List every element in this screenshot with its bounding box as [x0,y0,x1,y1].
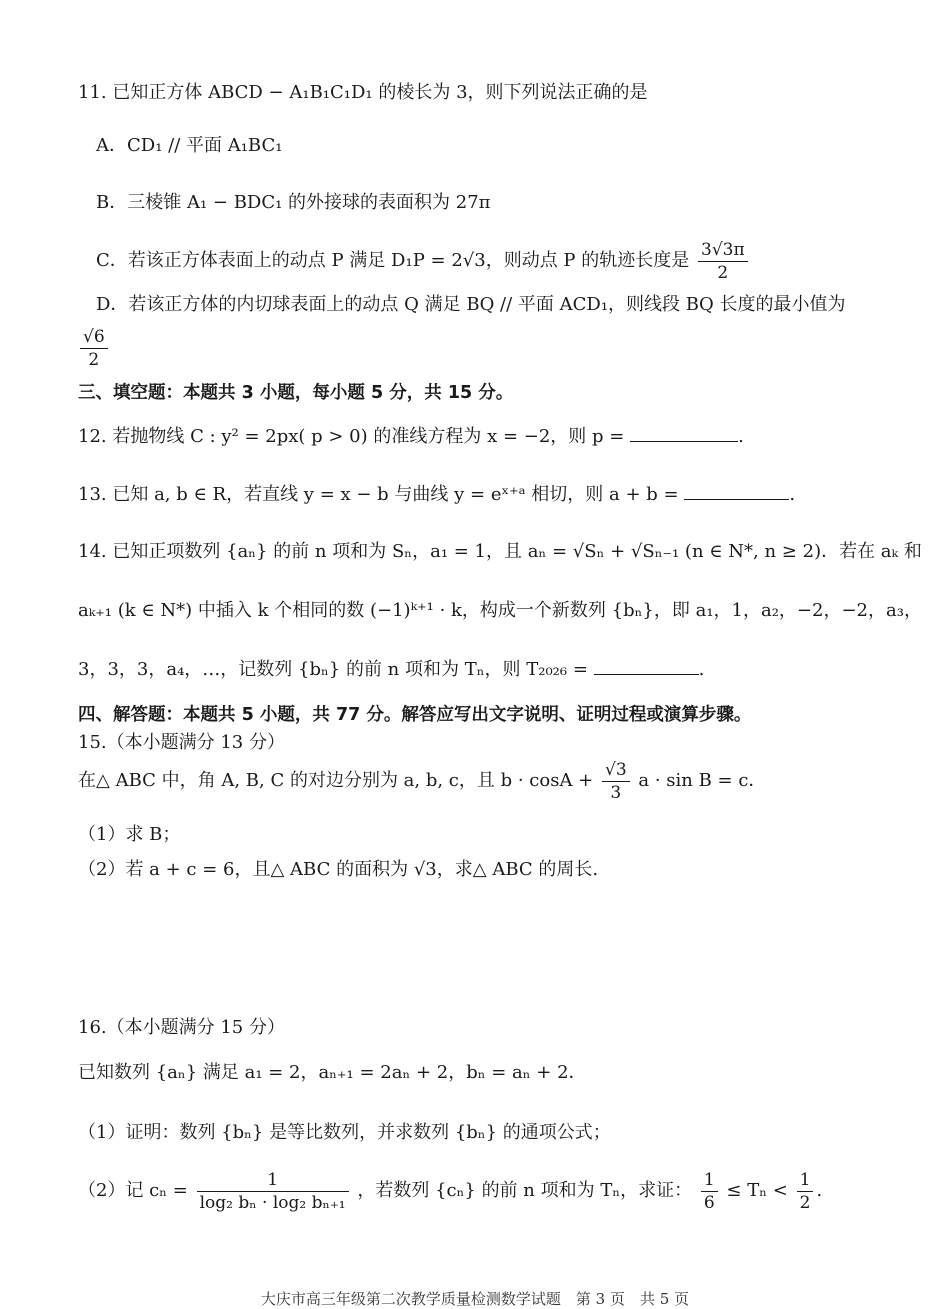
q15-frac-denominator: 3 [610,782,622,803]
q15-stem-pre: 在△ ABC 中，角 A, B, C 的对边分别为 a, b, c，且 b · cosA + [78,770,594,791]
q13-text: 13. 已知 a, b ∈ R，若直线 y = x − b 与曲线 y = eˣ⁺ᵃ 相切，则 a + b = [78,484,679,505]
q16-left-denominator: 6 [703,1192,715,1213]
q14-line-3 [78,656,704,683]
q11-option-d: D．若该正方体的内切球表面上的动点 Q 满足 BQ // 平面 ACD₁，则线段 BQ 长度的最小值为 [96,294,846,315]
q14-answer-blank[interactable] [594,656,699,675]
q14-line-2: aₖ₊₁ (k ∈ N*) 中插入 k 个相同的数 (−1)ᵏ⁺¹ · k，构成一个新数列 {bₙ}，即 a₁，1，a₂，−2，−2，a₃， [78,600,922,621]
q12-answer-blank[interactable] [630,423,738,442]
q16-cn-fraction [197,1169,349,1214]
q16-cn-numerator: 1 [197,1169,349,1192]
q15-stem [78,758,766,804]
q15-fraction [602,759,630,804]
q16-part-2 [78,1166,822,1216]
q12 [78,423,744,450]
q16-right-denominator: 2 [799,1192,811,1213]
q15-stem-post: a · sin B = c． [638,770,767,791]
section-3-heading: 三、填空题：本题共 3 小题，每小题 5 分，共 15 分。 [78,383,514,403]
q16-part-2-end: . [816,1180,823,1201]
q16-right-fraction [797,1169,814,1214]
q14-line-1: 14. 已知正项数列 {aₙ} 的前 n 项和为 Sₙ，a₁ = 1，且 aₙ = √Sₙ + √Sₙ₋₁ (n ∈ N*, n ≥ 2)．若在 aₖ 和 [78,541,922,562]
q16-right-numerator: 1 [797,1169,814,1192]
q11-option-c [96,238,751,284]
q13-answer-blank[interactable] [684,481,789,500]
q16-header: 16.（本小题满分 15 分） [78,1017,285,1038]
q16-left-fraction [701,1169,718,1214]
q15-part-2: （2）若 a + c = 6，且△ ABC 的面积为 √3，求△ ABC 的周长. [78,859,599,880]
q11-c-denominator: 2 [717,262,729,283]
q16-stem: 已知数列 {aₙ} 满足 a₁ = 2，aₙ₊₁ = 2aₙ + 2，bₙ = aₙ + 2． [78,1062,587,1083]
q11-c-numerator: 3√3π [698,239,748,262]
q11-d-numerator: √6 [80,326,108,349]
q15-part-1: （1）求 B； [78,824,181,845]
q14-end: . [698,659,705,680]
q16-inequality: ≤ Tₙ < [726,1180,788,1201]
q14-line-3-text: 3，3，3，a₄，…，记数列 {bₙ} 的前 n 项和为 Tₙ，则 T₂₀₂₆ = [78,659,588,680]
q16-left-numerator: 1 [701,1169,718,1192]
q16-part-1: （1）证明：数列 {bₙ} 是等比数列，并求数列 {bₙ} 的通项公式； [78,1122,611,1143]
q11-d-denominator: 2 [88,350,100,370]
q11-option-d-fraction [80,326,108,371]
q16-part-2-mid: ，若数列 {cₙ} 的前 n 项和为 Tₙ，求证： [357,1180,693,1201]
q13-end: . [789,484,796,505]
q12-end: . [738,426,744,447]
q11-option-c-fraction [698,239,748,284]
q16-cn-denominator: log₂ bₙ · log₂ bₙ₊₁ [199,1192,346,1213]
q15-header: 15.（本小题满分 13 分） [78,732,285,753]
q16-part-2-pre: （2）记 cₙ = [78,1180,188,1201]
q13 [78,481,795,508]
q11-option-b: B．三棱锥 A₁ − BDC₁ 的外接球的表面积为 27π [96,192,491,213]
q11-option-a: A．CD₁ // 平面 A₁BC₁ [96,135,283,156]
q15-frac-numerator: √3 [602,759,630,782]
page-footer: 大庆市高三年级第二次教学质量检测数学试题 第 3 页 共 5 页 [260,1290,690,1308]
q11-option-c-text: C．若该正方体表面上的动点 P 满足 D₁P = 2√3，则动点 P 的轨迹长度是 [96,250,690,271]
q12-text: 12. 若抛物线 C : y² = 2px( p > 0) 的准线方程为 x = −2，则 p = [78,426,625,447]
q11-stem: 11. 已知正方体 ABCD − A₁B₁C₁D₁ 的棱长为 3，则下列说法正确的是 [78,82,648,103]
section-4-heading: 四、解答题：本题共 5 小题，共 77 分。解答应写出文字说明、证明过程或演算步骤。 [78,705,752,725]
